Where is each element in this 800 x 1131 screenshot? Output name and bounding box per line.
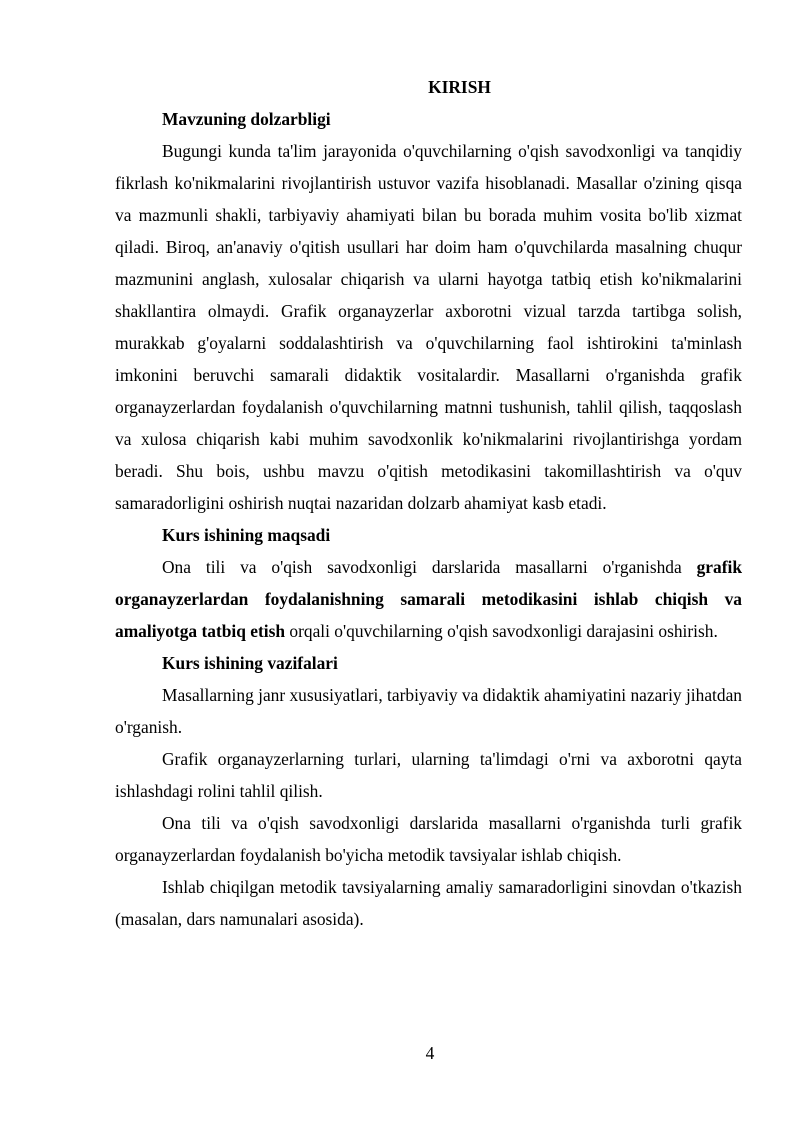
goal-text-start: Ona tili va o'qish savodxonligi darslarida masallarni o'rganishda — [162, 557, 697, 577]
page-content — [115, 71, 742, 935]
section-heading-goal: Kurs ishining maqsadi — [162, 525, 331, 545]
paragraph-goal — [115, 551, 742, 647]
goal-text-bold: grafik organayzerlardan foydalanishning samarali metodikasini ishlab chiqish va amaliyotga tatbiq etish — [115, 557, 742, 641]
task-item: Ishlab chiqilgan metodik tavsiyalarning amaliy samaradorligini sinovdan o'tkazish (masalan, dars namunalari asosida). — [115, 877, 742, 929]
paragraph-relevance: Bugungi kunda ta'lim jarayonida o'quvchilarning o'qish savodxonligi va tanqidiy fikrlash ko'nikmalarini rivojlantirish ustuvor vazifa hisoblanadi. Masallar o'zining qisqa va mazmunli shakli, tarbiyaviy ahamiyati bilan bu borada muhim vosita bo'lib xizmat qiladi. Biroq, an'anaviy o'qitish usullari har doim ham o'quvchilarda masalning chuqur mazmunini anglash, xulosalar chiqarish va ularni hayotga tatbiq etish ko'nikmalarini shakllantira olmaydi. Grafik organayzerlar axborotni vizual tarzda tartibga solish, murakkab g'oyalarni soddalashtirish va o'quvchilarning faol ishtirokini ta'minlash imkonini beruvchi samarali didaktik vositalardir. Masallarni o'rganishda grafik organayzerlardan foydalanish o'quvchilarning matnni tushunish, tahlil qilish, taqqoslash va xulosa chiqarish kabi muhim savodxonlik ko'nikmalarini rivojlantirishga yordam beradi. Shu bois, ushbu mavzu o'qitish metodikasini takomillashtirish va o'quv samaradorligini oshirish nuqtai nazaridan dolzarb ahamiyat kasb etadi. — [115, 141, 742, 513]
task-item: Ona tili va o'qish savodxonligi darslarida masallarni o'rganishda turli grafik organayzerlardan foydalanish bo'yicha metodik tavsiyalar ishlab chiqish. — [115, 813, 742, 865]
goal-text-end: orqali o'quvchilarning o'qish savodxonligi darajasini oshirish. — [285, 621, 718, 641]
task-item: Grafik organayzerlarning turlari, ularning ta'limdagi o'rni va axborotni qayta ishlashdagi rolini tahlil qilish. — [115, 749, 742, 801]
task-item: Masallarning janr xususiyatlari, tarbiyaviy va didaktik ahamiyatini nazariy jihatdan o'rganish. — [115, 685, 742, 737]
section-heading-tasks: Kurs ishining vazifalari — [162, 653, 338, 673]
page-number: 4 — [425, 1043, 435, 1063]
page-title: KIRISH — [428, 77, 491, 97]
section-heading-relevance: Mavzuning dolzarbligi — [162, 109, 331, 129]
